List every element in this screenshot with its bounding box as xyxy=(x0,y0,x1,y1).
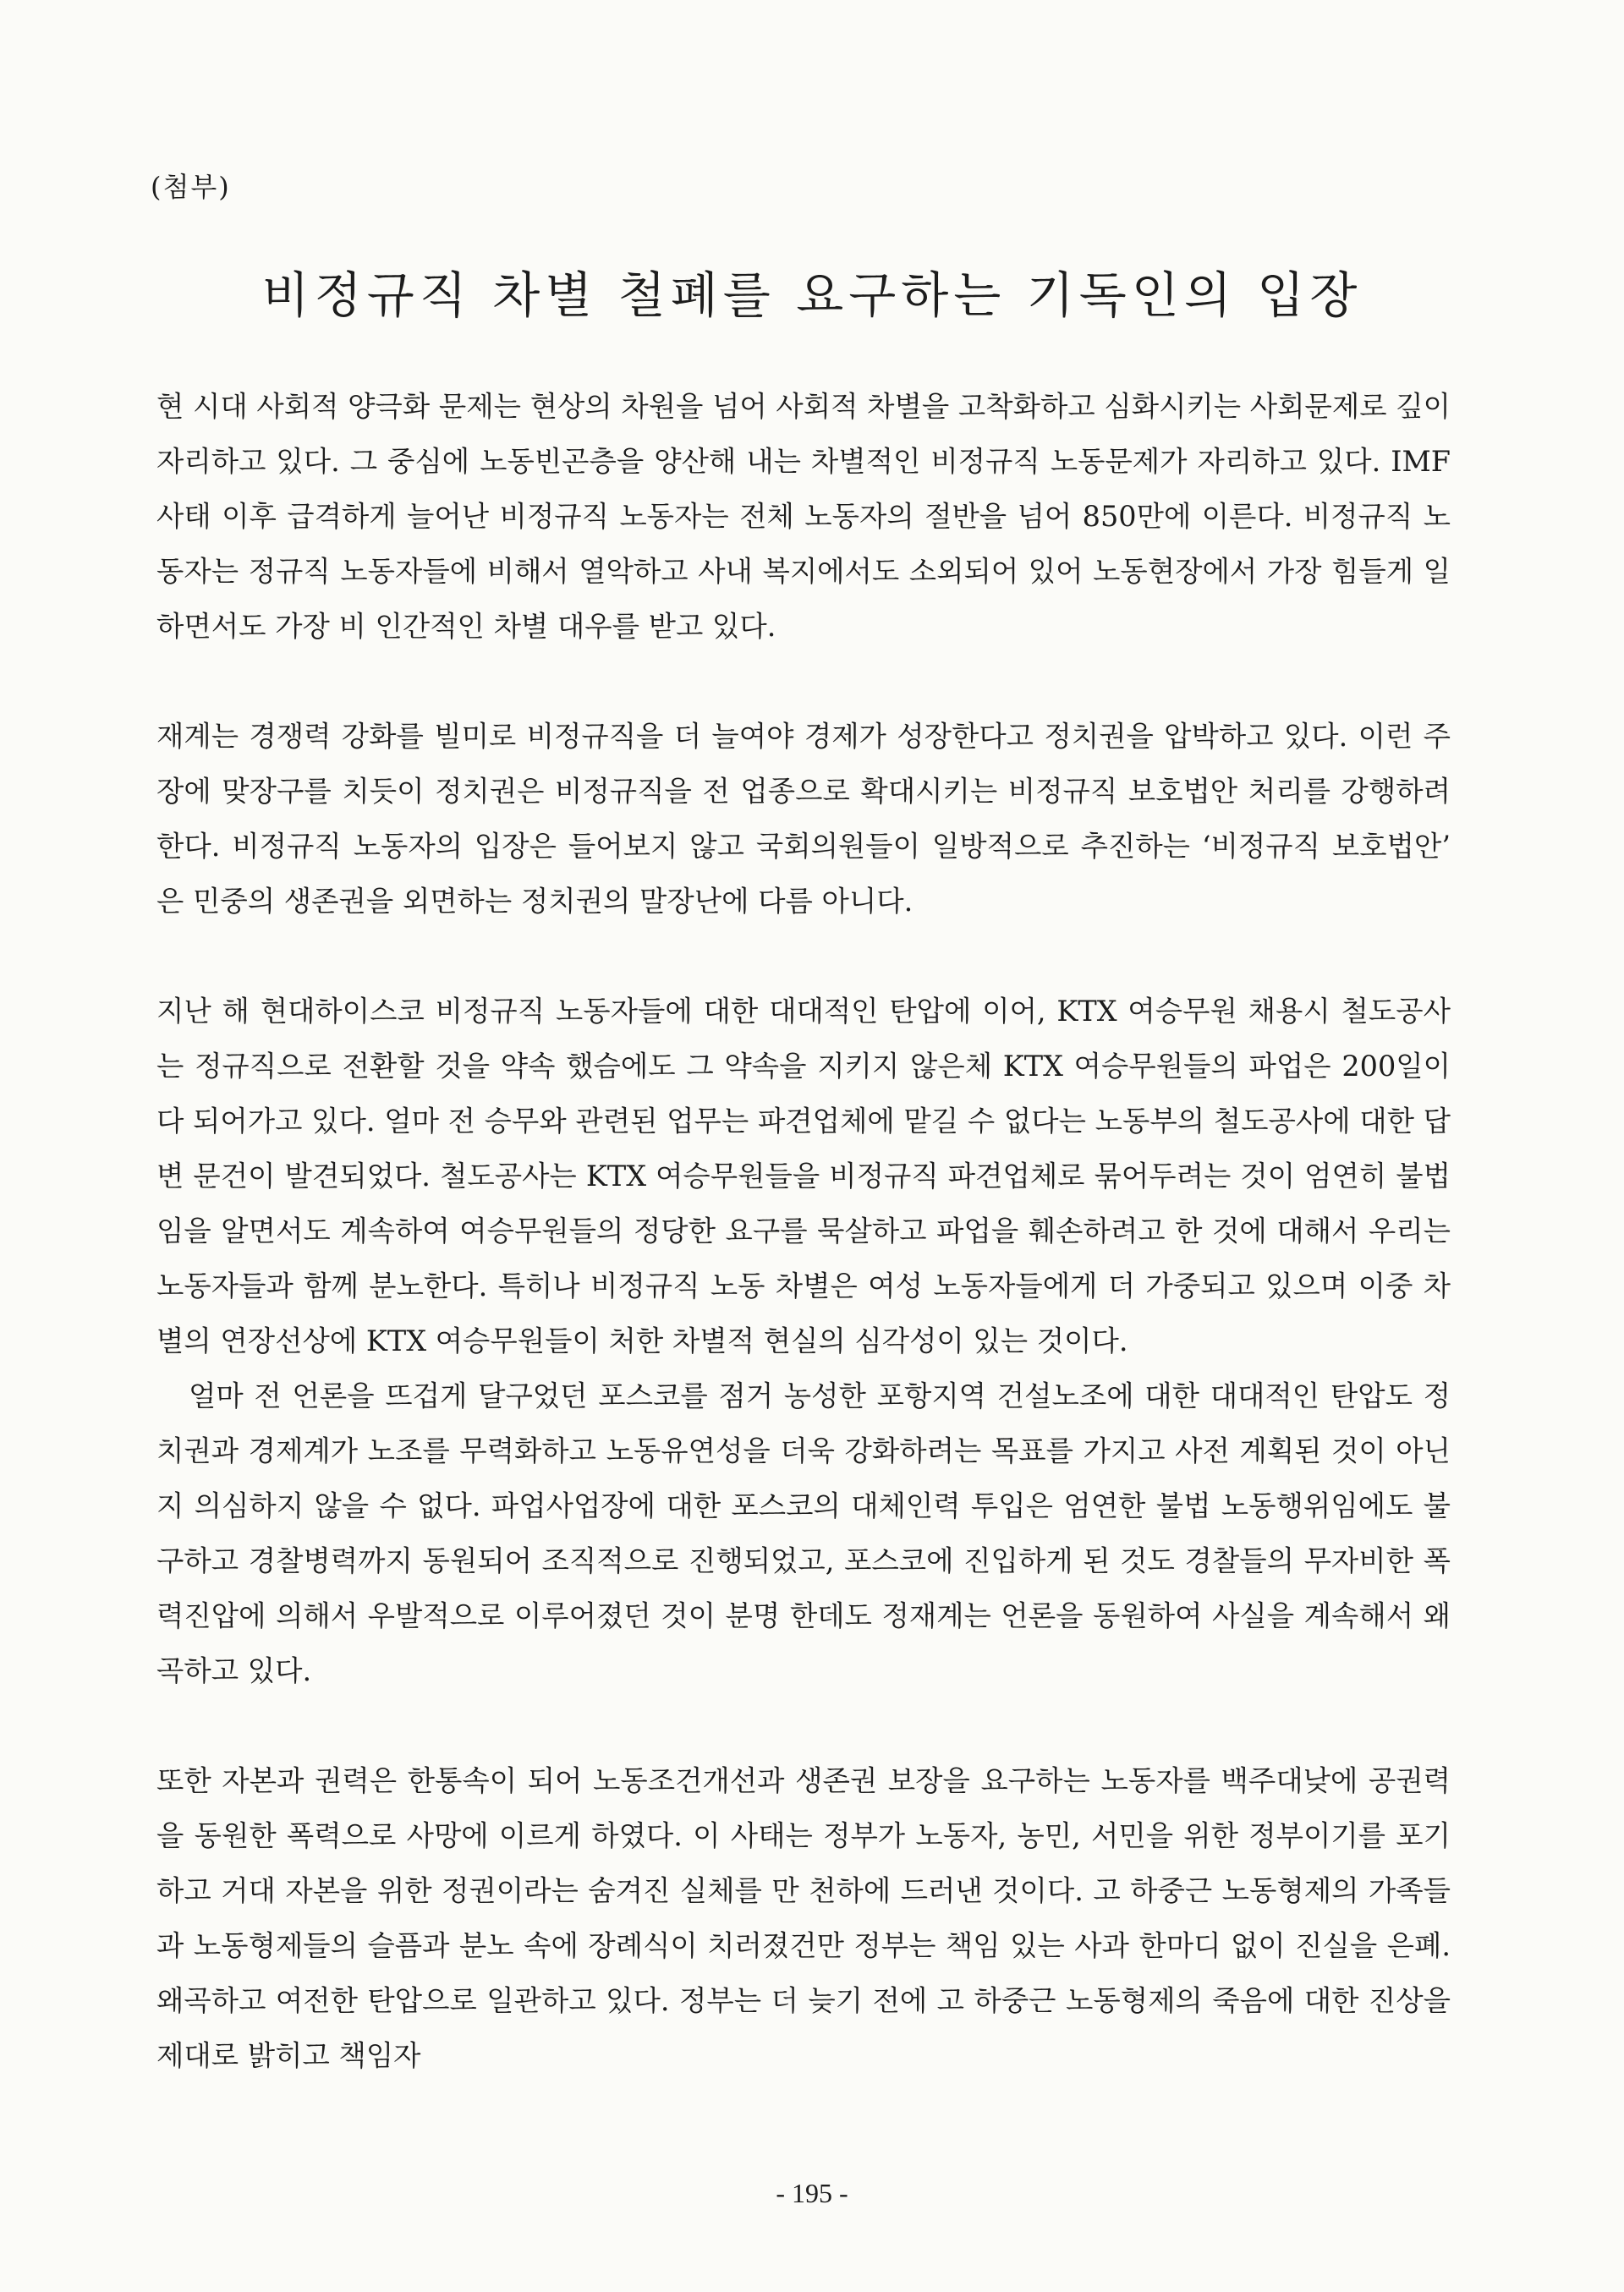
document-body xyxy=(156,379,1451,2083)
attachment-label: (첨부) xyxy=(151,171,231,203)
paragraph-3: 지난 해 현대하이스코 비정규직 노동자들에 대한 대대적인 탄압에 이어, KTX 여승무원 채용시 철도공사는 정규직으로 전환할 것을 약속 했슴에도 그 약속을 지키지 않은체 KTX 여승무원들의 파업은 200일이 다 되어가고 있다. 얼마 전 승무와 관련된 업무는 파견업체에 맡길 수 없다는 노동부의 철도공사에 대한 답변 문건이 발견되었다. 철도공사는 KTX 여승무원들을 비정규직 파견업체로 묶어두려는 것이 엄연히 불법임을 알면서도 계속하여 여승무원들의 정당한 요구를 묵살하고 파업을 훼손하려고 한 것에 대해서 우리는 노동자들과 함께 분노한다. 특히나 비정규직 노동 차별은 여성 노동자들에게 더 가중되고 있으며 이중 차별의 연장선상에 KTX 여승무원들이 처한 차별적 현실의 심각성이 있는 것이다. xyxy=(156,995,1451,1357)
document-title: 비정규직 차별 철폐를 요구하는 기독인의 입장 xyxy=(261,266,1363,324)
paragraph-5: 또한 자본과 권력은 한통속이 되어 노동조건개선과 생존권 보장을 요구하는 노동자를 백주대낮에 공권력을 동원한 폭력으로 사망에 이르게 하였다. 이 사태는 정부가 노동자, 농민, 서민을 위한 정부이기를 포기하고 거대 자본을 위한 정권이라는 숨겨진 실체를 만 천하에 드러낸 것이다. 고 하중근 노동형제의 가족들과 노동형제들의 슬픔과 분노 속에 장례식이 치러졌건만 정부는 책임 있는 사과 한마디 없이 진실을 은폐. 왜곡하고 여전한 탄압으로 일관하고 있다. 정부는 더 늦기 전에 고 하중근 노동형제의 죽음에 대한 진상을 제대로 밝히고 책임자 xyxy=(156,1764,1451,2072)
paragraph-2: 재계는 경쟁력 강화를 빌미로 비정규직을 더 늘여야 경제가 성장한다고 정치권을 압박하고 있다. 이런 주장에 맞장구를 치듯이 정치권은 비정규직을 전 업종으로 확대시키는 비정규직 보호법안 처리를 강행하려 한다. 비정규직 노동자의 입장은 들어보지 않고 국회의원들이 일방적으로 추진하는 ‘비정규직 보호법안’ 은 민중의 생존권을 외면하는 정치권의 말장난에 다름 아니다. xyxy=(156,720,1451,918)
paragraph-4: 얼마 전 언론을 뜨겁게 달구었던 포스코를 점거 농성한 포항지역 건설노조에 대한 대대적인 탄압도 정치권과 경제계가 노조를 무력화하고 노동유연성을 더욱 강화하려는 목표를 가지고 사전 계획된 것이 아닌지 의심하지 않을 수 없다. 파업사업장에 대한 포스코의 대체인력 투입은 엄연한 불법 노동행위임에도 불구하고 경찰병력까지 동원되어 조직적으로 진행되었고, 포스코에 진입하게 된 것도 경찰들의 무자비한 폭력진압에 의해서 우발적으로 이루어졌던 것이 분명 한데도 정재계는 언론을 동원하여 사실을 계속해서 왜곡하고 있다. xyxy=(156,1379,1451,1687)
paragraph-1: 현 시대 사회적 양극화 문제는 현상의 차원을 넘어 사회적 차별을 고착화하고 심화시키는 사회문제로 깊이 자리하고 있다. 그 중심에 노동빈곤층을 양산해 내는 차별적인 비정규직 노동문제가 자리하고 있다. IMF 사태 이후 급격하게 늘어난 비정규직 노동자는 전체 노동자의 절반을 넘어 850만에 이른다. 비정규직 노동자는 정규직 노동자들에 비해서 열악하고 사내 복지에서도 소외되어 있어 노동현장에서 가장 힘들게 일하면서도 가장 비 인간적인 차별 대우를 받고 있다. xyxy=(156,390,1451,643)
page-number: - 195 - xyxy=(776,2178,848,2208)
